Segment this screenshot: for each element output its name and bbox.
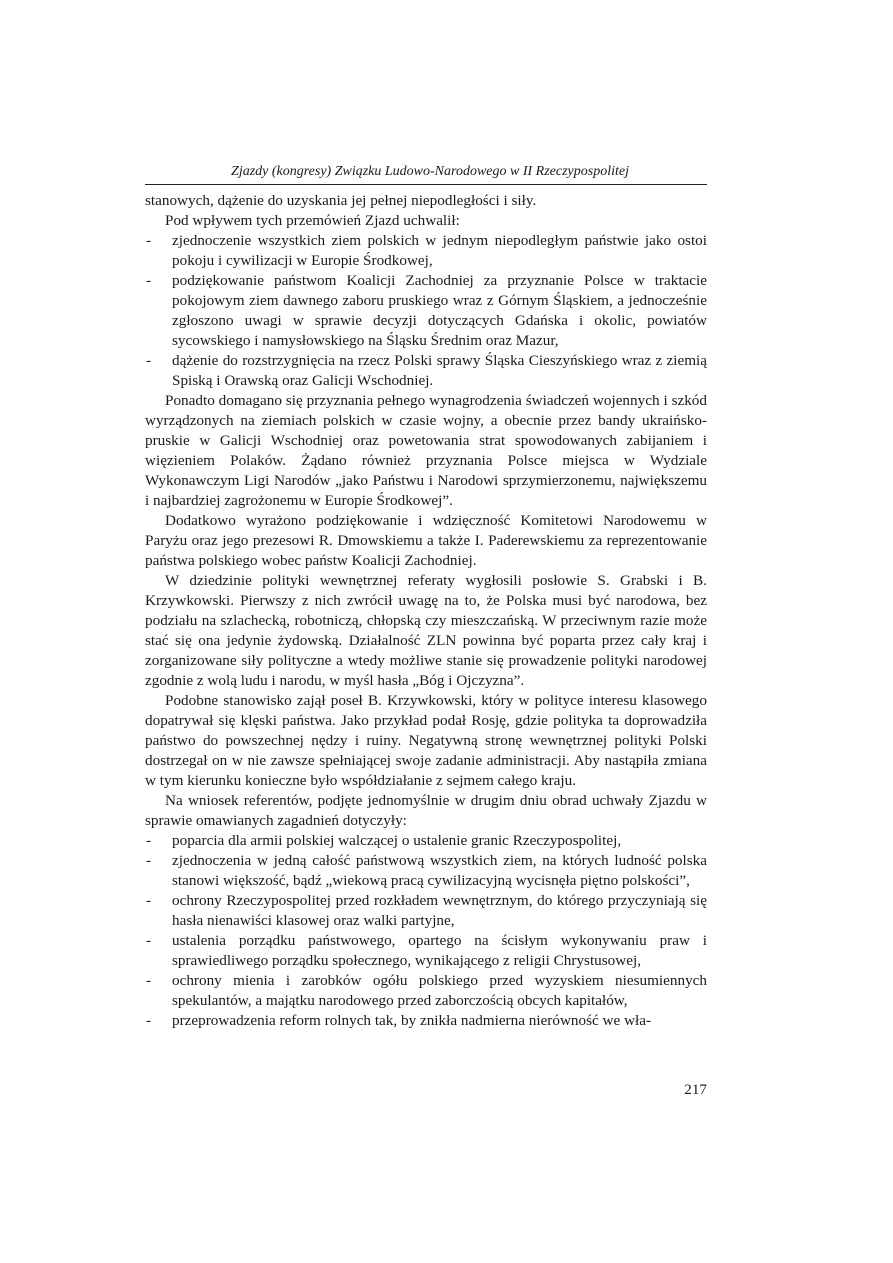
- list-item: - ochrony Rzeczypospolitej przed rozkładem wewnętrznym, do którego przyczyniają się hasła nienawiści klasowej oraz walki partyjne,: [145, 891, 707, 931]
- resolutions-list-2: [145, 831, 707, 1031]
- page-body: [145, 160, 707, 1031]
- paragraph-7: Na wniosek referentów, podjęte jednomyślnie w drugim dniu obrad uchwały Zjazdu w sprawie omawianych zagadnień dotyczyły:: [145, 792, 707, 829]
- list-item: - zjednoczenie wszystkich ziem polskich w jednym niepodległym państwie jako ostoi pokoju i cywilizacji w Europie Środkowej,: [145, 231, 707, 271]
- resolutions-list-1: [145, 231, 707, 391]
- list-item: - ustalenia porządku państwowego, opartego na ścisłym wykonywaniu praw i sprawiedliwego porządku społecznego, wynikającego z religii Chrystusowej,: [145, 931, 707, 971]
- running-header: Zjazdy (kongresy) Związku Ludowo-Narodowego w II Rzeczypospolitej: [145, 160, 707, 185]
- list-item: - podziękowanie państwom Koalicji Zachodniej za przyznanie Polsce w traktacie pokojowym ziem dawnego zaboru pruskiego wraz z Górnym Śląskiem, a jednocześnie zgłoszono uwagi w sprawie decyzji dotyczących Gdańska i okolic, powiatów sycowskiego i namysłowskiego na Śląsku Średnim oraz Mazur,: [145, 271, 707, 351]
- paragraph-3: Ponadto domagano się przyznania pełnego wynagrodzenia świadczeń wojennych i szkód wyrządzonych na ziemiach polskich w czasie wojny, a obecnie przez bandy ukraińsko-pruskie w Galicji Wschodniej oraz powetowania strat spowodowanych zabijaniem i więzieniem Polaków. Żądano również przyznania Polsce miejsca w Wydziale Wykonawczym Ligi Narodów „jako Państwu i Narodowi sprzymierzonemu, największemu i najbardziej zagrożonemu w Europie Środkowej”.: [145, 392, 707, 509]
- list-item: - dążenie do rozstrzygnięcia na rzecz Polski sprawy Śląska Cieszyńskiego wraz z ziemią Spiską i Orawską oraz Galicji Wschodniej.: [145, 351, 707, 391]
- list-item: - zjednoczenia w jedną całość państwową wszystkich ziem, na których ludność polska stanowi większość, bądź „wiekową pracą cywilizacyjną wycisnęła piętno polskości”,: [145, 851, 707, 891]
- paragraph-5: W dziedzinie polityki wewnętrznej referaty wygłosili posłowie S. Grabski i B. Krzywkowski. Pierwszy z nich zwrócił uwagę na to, że Polska musi być narodowa, bez podziału na szlachecką, robotniczą, chłopską czy mieszczańską. W przeciwnym razie może stać się ona jedynie żydowską. Działalność ZLN powinna być poparta przez cały kraj i zorganizowane siły polityczne a wtedy możliwe stanie się prowadzenie polityki narodowej zgodnie z wolą ludu i narodu, w myśl hasła „Bóg i Ojczyzna”.: [145, 572, 707, 689]
- paragraph-6: Podobne stanowisko zajął poseł B. Krzywkowski, który w polityce interesu klasowego dopatrywał się klęski państwa. Jako przykład podał Rosję, gdzie polityka ta doprowadziła państwo do powszechnej nędzy i ruiny. Negatywną stronę wewnętrznej polityki Polski dostrzegał on w nie zawsze spełniającej swoje zadanie administracji. Aby nastąpiła zmiana w tym kierunku konieczne było współdziałanie z sejmem całego kraju.: [145, 692, 707, 789]
- list-item: - ochrony mienia i zarobków ogółu polskiego przed wyzyskiem niesumiennych spekulantów, a majątku narodowego przed zaborczością obcych kapitałów,: [145, 971, 707, 1011]
- page-number: 217: [684, 1081, 707, 1098]
- list-item: - poparcia dla armii polskiej walczącej o ustalenie granic Rzeczypospolitej,: [145, 831, 707, 851]
- list-item: - przeprowadzenia reform rolnych tak, by znikła nadmierna nierówność we wła-: [145, 1011, 707, 1031]
- paragraph-4: Dodatkowo wyrażono podziękowanie i wdzięczność Komitetowi Narodowemu w Paryżu oraz jego prezesowi R. Dmowskiemu a także I. Paderewskiemu za reprezentowanie państwa polskiego wobec państw Koalicji Zachodniej.: [145, 512, 707, 569]
- paragraph-1: stanowych, dążenie do uzyskania jej pełnej niepodległości i siły.: [145, 192, 537, 209]
- paragraph-2: Pod wpływem tych przemówień Zjazd uchwalił:: [165, 212, 460, 229]
